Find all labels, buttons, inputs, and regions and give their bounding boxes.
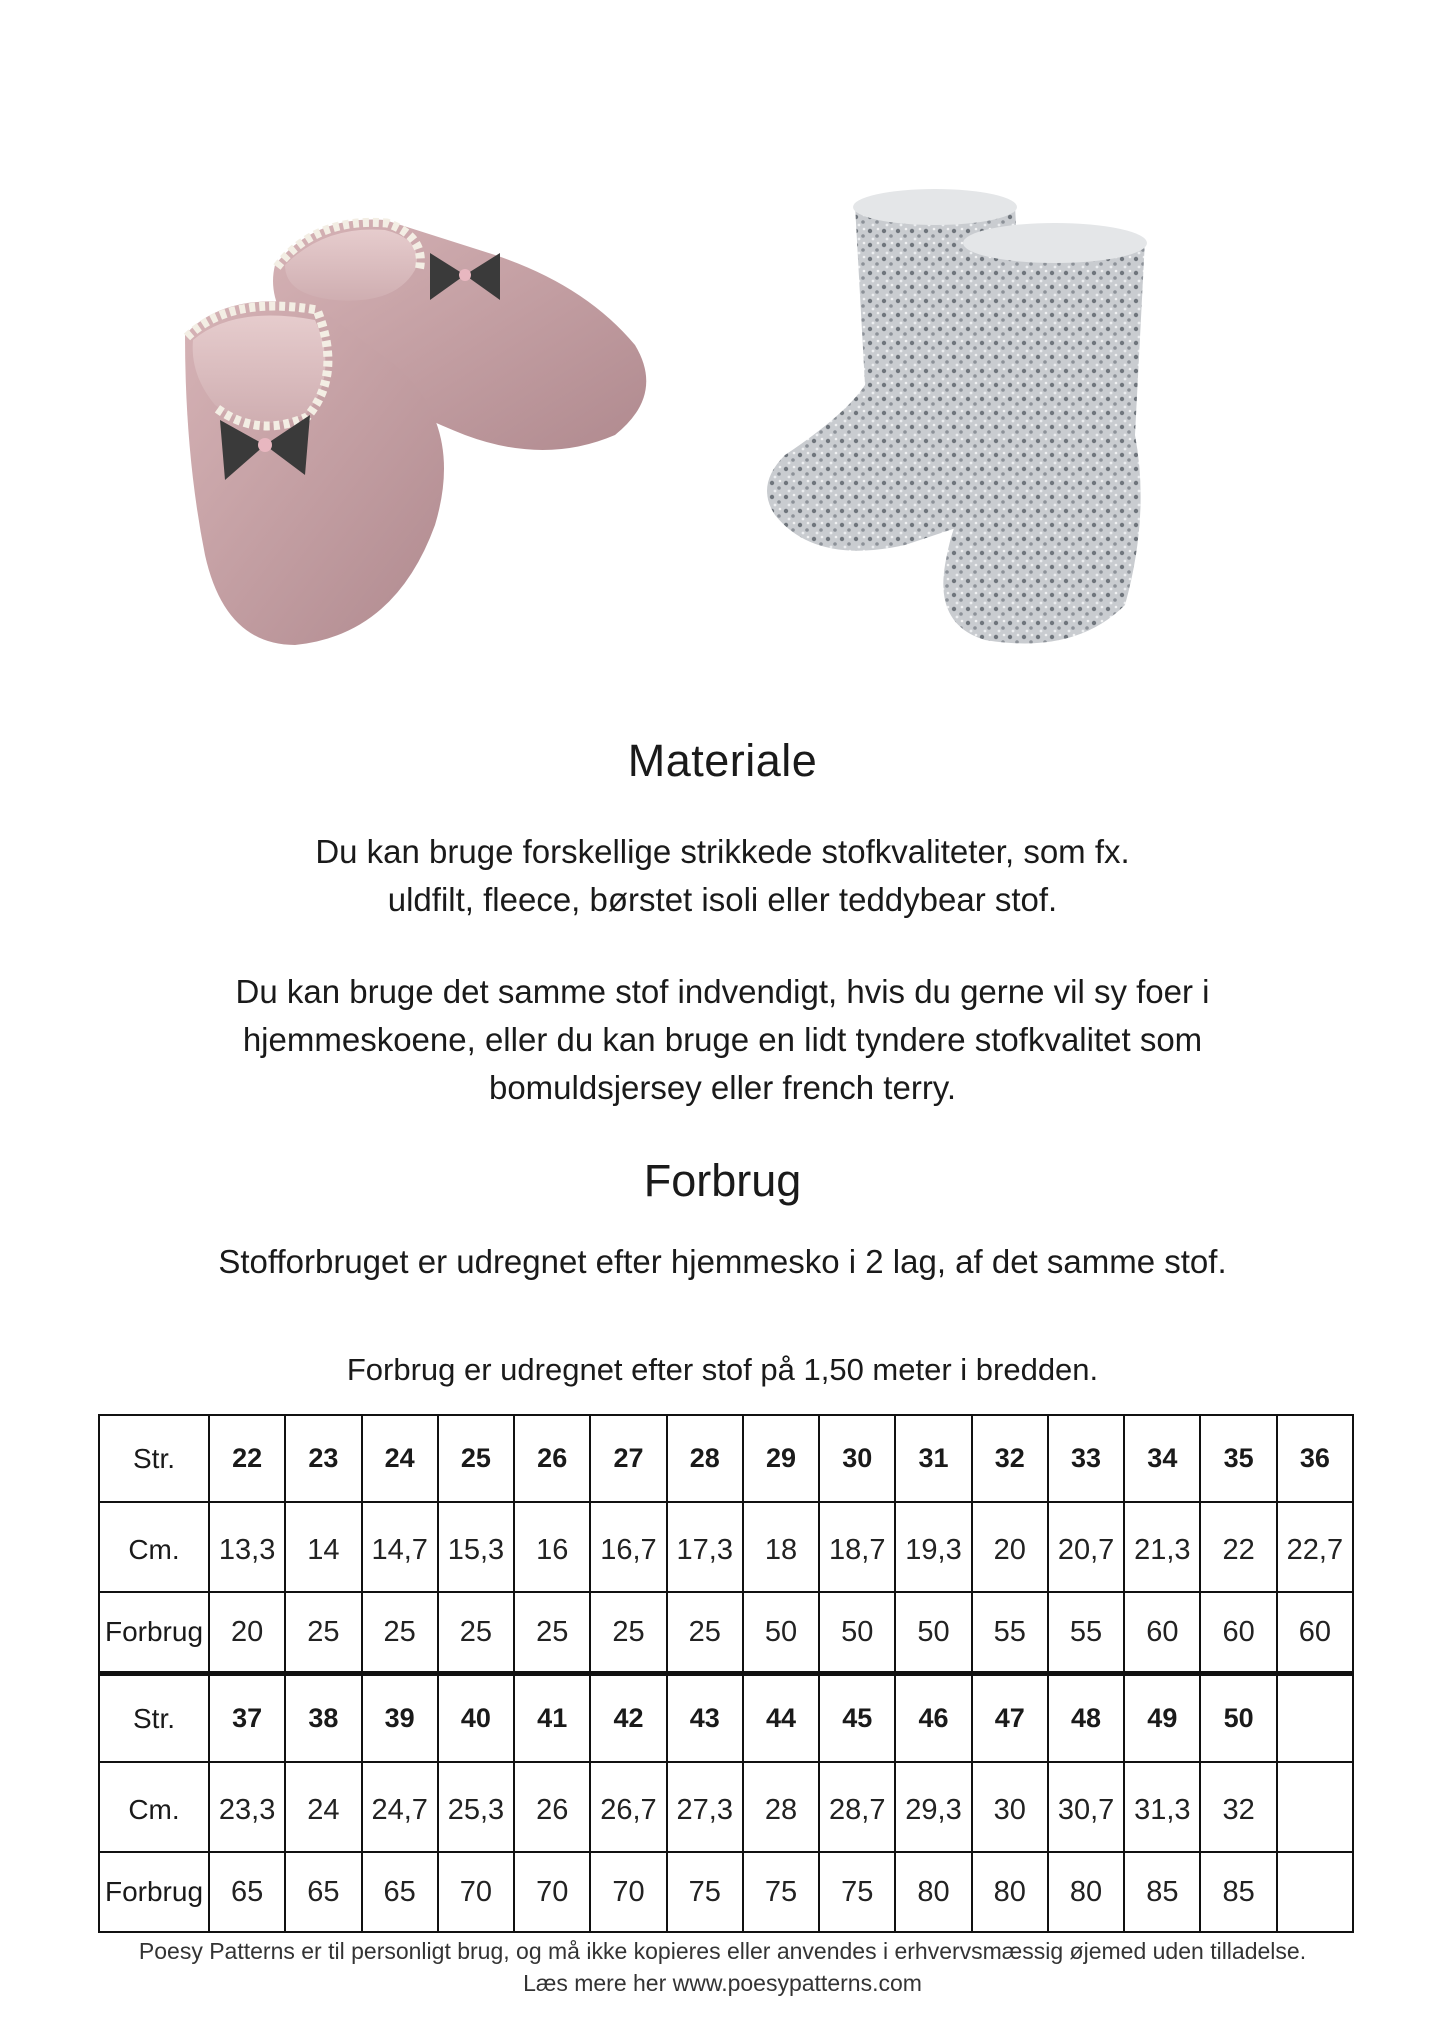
cell-cm: 28,7: [819, 1762, 895, 1852]
cell-cm: 20,7: [1048, 1502, 1124, 1592]
text-line: bomuldsjersey eller french terry.: [488, 1069, 957, 1106]
cell-str: 24: [362, 1415, 438, 1502]
cell-forbrug: 75: [819, 1852, 895, 1932]
cell-forbrug: 25: [285, 1592, 361, 1674]
cell-forbrug: 25: [667, 1592, 743, 1674]
cell-cm: 26: [514, 1762, 590, 1852]
cell-cm: 22,7: [1277, 1502, 1353, 1592]
cell-cm: 14: [285, 1502, 361, 1592]
cell-cm: 21,3: [1124, 1502, 1200, 1592]
size-table: [98, 1414, 1354, 1933]
cell-cm: 18,7: [819, 1502, 895, 1592]
cell-forbrug: 60: [1277, 1592, 1353, 1674]
table-row-cm: [99, 1762, 1353, 1852]
cell-str: 47: [972, 1674, 1048, 1763]
row-label-str: Str.: [99, 1415, 209, 1502]
forbrug-title: Forbrug: [643, 1155, 802, 1206]
cell-forbrug: 50: [895, 1592, 971, 1674]
cell-forbrug: 60: [1124, 1592, 1200, 1674]
text-line: uldfilt, fleece, børstet isoli eller teddybear stof.: [387, 881, 1058, 918]
cell-str: 31: [895, 1415, 971, 1502]
cell-forbrug: 65: [285, 1852, 361, 1932]
cell-str: 50: [1200, 1674, 1276, 1763]
forbrug-paragraph: Stofforbruget er udregnet efter hjemmesko i 2 lag, af det samme stof.: [218, 1243, 1227, 1280]
cell-cm: 22: [1200, 1502, 1276, 1592]
cell-str: 41: [514, 1674, 590, 1763]
cell-forbrug: 80: [1048, 1852, 1124, 1932]
cell-str: 49: [1124, 1674, 1200, 1763]
cell-cm: 30: [972, 1762, 1048, 1852]
row-label-cm: Cm.: [99, 1502, 209, 1592]
row-label-forbrug: Forbrug: [99, 1592, 209, 1674]
cell-forbrug: 25: [590, 1592, 666, 1674]
cell-forbrug: 75: [667, 1852, 743, 1932]
cell-cm: 18: [743, 1502, 819, 1592]
cell-str: 44: [743, 1674, 819, 1763]
footer-copyright: Poesy Patterns er til personligt brug, og må ikke kopieres eller anvendes i erhvervsmæssig øjemed uden tilladelse.: [138, 1938, 1307, 1964]
cell-forbrug: 70: [590, 1852, 666, 1932]
cell-forbrug: [1277, 1852, 1353, 1932]
cell-cm: 19,3: [895, 1502, 971, 1592]
cell-str: 28: [667, 1415, 743, 1502]
text-line: Du kan bruge forskellige strikkede stofkvaliteter, som fx.: [315, 833, 1130, 870]
cell-cm: 29,3: [895, 1762, 971, 1852]
cell-str: 27: [590, 1415, 666, 1502]
cell-str: 25: [438, 1415, 514, 1502]
cell-forbrug: 70: [514, 1852, 590, 1932]
row-label-forbrug: Forbrug: [99, 1852, 209, 1932]
cell-cm: 24: [285, 1762, 361, 1852]
text-line: Du kan bruge det samme stof indvendigt, hvis du gerne vil sy foer i: [235, 973, 1210, 1010]
cell-forbrug: 80: [895, 1852, 971, 1932]
grey-boots-photo: [755, 185, 1275, 665]
table-row-cm: [99, 1502, 1353, 1592]
materiale-paragraph-1: [0, 828, 1445, 924]
cell-cm: 15,3: [438, 1502, 514, 1592]
cell-str: 29: [743, 1415, 819, 1502]
cell-forbrug: 25: [362, 1592, 438, 1674]
cell-str: 33: [1048, 1415, 1124, 1502]
cell-str: 39: [362, 1674, 438, 1763]
cell-str: 40: [438, 1674, 514, 1763]
cell-forbrug: 25: [438, 1592, 514, 1674]
cell-forbrug: 50: [743, 1592, 819, 1674]
cell-cm: 16: [514, 1502, 590, 1592]
row-label-cm: Cm.: [99, 1762, 209, 1852]
cell-str: 32: [972, 1415, 1048, 1502]
table-row-forbrug: [99, 1592, 1353, 1674]
cell-str: 48: [1048, 1674, 1124, 1763]
cell-forbrug: 65: [362, 1852, 438, 1932]
cell-cm: 26,7: [590, 1762, 666, 1852]
cell-str: 34: [1124, 1415, 1200, 1502]
cell-forbrug: 80: [972, 1852, 1048, 1932]
cell-str: 45: [819, 1674, 895, 1763]
cell-str: 35: [1200, 1415, 1276, 1502]
cell-cm: 25,3: [438, 1762, 514, 1852]
cell-cm: 31,3: [1124, 1762, 1200, 1852]
cell-cm: 27,3: [667, 1762, 743, 1852]
materiale-paragraph-2: [0, 968, 1445, 1112]
cell-forbrug: 50: [819, 1592, 895, 1674]
cell-cm: [1277, 1762, 1353, 1852]
table-row-str: [99, 1415, 1353, 1502]
cell-str: 38: [285, 1674, 361, 1763]
cell-str: 42: [590, 1674, 666, 1763]
cell-cm: 24,7: [362, 1762, 438, 1852]
cell-cm: 14,7: [362, 1502, 438, 1592]
cell-cm: 23,3: [209, 1762, 285, 1852]
table-row-forbrug: [99, 1852, 1353, 1932]
cell-str: 26: [514, 1415, 590, 1502]
cell-forbrug: 85: [1124, 1852, 1200, 1932]
footer-website: Læs mere her www.poesypatterns.com: [523, 1970, 922, 1996]
cell-cm: 13,3: [209, 1502, 285, 1592]
cell-cm: 30,7: [1048, 1762, 1124, 1852]
cell-str: 23: [285, 1415, 361, 1502]
cell-forbrug: 85: [1200, 1852, 1276, 1932]
row-label-str: Str.: [99, 1674, 209, 1763]
cell-str: 43: [667, 1674, 743, 1763]
materiale-title: Materiale: [627, 735, 818, 786]
cell-forbrug: 20: [209, 1592, 285, 1674]
cell-str: 36: [1277, 1415, 1353, 1502]
cell-forbrug: 75: [743, 1852, 819, 1932]
cell-cm: 17,3: [667, 1502, 743, 1592]
cell-cm: 28: [743, 1762, 819, 1852]
table-caption: Forbrug er udregnet efter stof på 1,50 meter i bredden.: [346, 1352, 1099, 1387]
cell-str: 30: [819, 1415, 895, 1502]
text-line: hjemmeskoene, eller du kan bruge en lidt tyndere stofkvalitet som: [242, 1021, 1203, 1058]
cell-forbrug: 55: [1048, 1592, 1124, 1674]
cell-cm: 32: [1200, 1762, 1276, 1852]
cell-forbrug: 65: [209, 1852, 285, 1932]
cell-forbrug: 60: [1200, 1592, 1276, 1674]
cell-str: 22: [209, 1415, 285, 1502]
cell-forbrug: 25: [514, 1592, 590, 1674]
cell-cm: 16,7: [590, 1502, 666, 1592]
cell-str: 46: [895, 1674, 971, 1763]
table-row-str: [99, 1674, 1353, 1763]
cell-forbrug: 55: [972, 1592, 1048, 1674]
cell-str: 37: [209, 1674, 285, 1763]
cell-str: [1277, 1674, 1353, 1763]
cell-cm: 20: [972, 1502, 1048, 1592]
cell-forbrug: 70: [438, 1852, 514, 1932]
pink-slippers-photo: [165, 195, 705, 675]
